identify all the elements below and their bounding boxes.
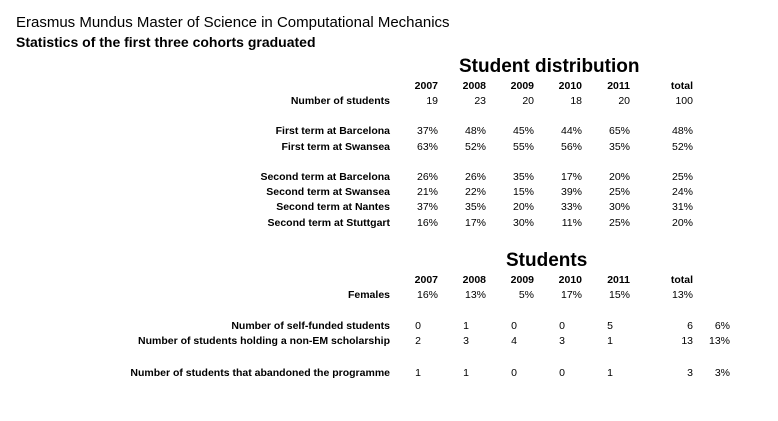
cell: 48% (464, 125, 486, 137)
cell: 1 (463, 367, 469, 379)
cell: 31% (671, 201, 693, 213)
cell-percent: 13% (708, 335, 730, 347)
cell: 63% (416, 141, 438, 153)
column-header: total (670, 274, 693, 286)
cell: 20 (618, 95, 630, 107)
row-label: Females (347, 289, 390, 301)
table-row (0, 335, 778, 350)
column-header: 2011 (607, 80, 630, 92)
cell: 0 (415, 320, 421, 332)
table-row (0, 320, 778, 335)
cell: 52% (464, 141, 486, 153)
cell: 13% (464, 289, 486, 301)
cell: 26% (464, 171, 486, 183)
table-row (0, 186, 778, 201)
column-header: total (670, 80, 693, 92)
cell: 35% (464, 201, 486, 213)
distribution-header-row (0, 80, 778, 95)
row-label: Second term at Stuttgart (267, 217, 390, 229)
row-label: Number of students that abandoned the programme (130, 367, 390, 379)
cell: 18 (570, 95, 582, 107)
table-row (0, 289, 778, 304)
column-header: 2010 (558, 274, 582, 286)
cell: 1 (607, 367, 613, 379)
cell: 15% (608, 289, 630, 301)
row-label: Second term at Nantes (276, 201, 390, 213)
cell: 1 (607, 335, 613, 347)
cell: 25% (608, 186, 630, 198)
table-row (0, 95, 778, 110)
cell: 0 (559, 367, 565, 379)
cell: 20% (608, 171, 630, 183)
column-header: 2009 (510, 274, 534, 286)
cell: 1 (415, 367, 421, 379)
column-header: 2009 (510, 80, 534, 92)
cell: 13% (671, 289, 693, 301)
table-row (0, 125, 778, 140)
column-header: 2008 (462, 274, 486, 286)
cell: 45% (512, 125, 534, 137)
cell: 26% (416, 171, 438, 183)
cell: 24% (671, 186, 693, 198)
cell: 16% (416, 217, 438, 229)
cell: 6 (687, 320, 693, 332)
cell: 25% (671, 171, 693, 183)
row-label: Number of students (290, 95, 390, 107)
cell: 100 (675, 95, 693, 107)
cell-percent: 6% (714, 320, 730, 332)
cell: 65% (608, 125, 630, 137)
column-header: 2007 (414, 274, 438, 286)
column-header: 2010 (558, 80, 582, 92)
cell: 17% (560, 171, 582, 183)
cell: 0 (511, 367, 517, 379)
cell: 25% (608, 217, 630, 229)
row-label: First term at Barcelona (275, 125, 390, 137)
students-header-row (0, 274, 778, 289)
cell: 0 (511, 320, 517, 332)
cell: 23 (474, 95, 486, 107)
document-title: Erasmus Mundus Master of Science in Computational Mechanics (16, 14, 450, 31)
cell: 3 (559, 335, 565, 347)
cell: 37% (416, 201, 438, 213)
cell: 11% (561, 217, 582, 229)
cell: 16% (416, 289, 438, 301)
cell: 55% (512, 141, 534, 153)
cell: 20% (671, 217, 693, 229)
cell: 48% (671, 125, 693, 137)
row-label: Second term at Swansea (266, 186, 390, 198)
column-header: 2008 (462, 80, 486, 92)
cell: 30% (512, 217, 534, 229)
cell: 30% (608, 201, 630, 213)
cell: 33% (560, 201, 582, 213)
cell: 13 (681, 335, 693, 347)
cell: 37% (416, 125, 438, 137)
students-title: Students (506, 250, 588, 271)
table-row (0, 367, 778, 382)
cell: 22% (464, 186, 486, 198)
cell: 39% (560, 186, 582, 198)
distribution-title: Student distribution (459, 56, 640, 77)
table-row (0, 201, 778, 216)
cell: 19 (426, 95, 438, 107)
table-row (0, 171, 778, 186)
cell: 20% (512, 201, 534, 213)
column-header: 2011 (607, 274, 630, 286)
cell: 3 (687, 367, 693, 379)
cell: 35% (512, 171, 534, 183)
document-subtitle: Statistics of the first three cohorts graduated (16, 34, 316, 50)
cell: 0 (559, 320, 565, 332)
cell: 2 (415, 335, 421, 347)
cell-percent: 3% (714, 367, 730, 379)
column-header: 2007 (414, 80, 438, 92)
cell: 56% (560, 141, 582, 153)
cell: 44% (560, 125, 582, 137)
cell: 52% (671, 141, 693, 153)
cell: 20 (522, 95, 534, 107)
cell: 35% (608, 141, 630, 153)
cell: 17% (560, 289, 582, 301)
cell: 17% (464, 217, 486, 229)
row-label: First term at Swansea (281, 141, 390, 153)
cell: 3 (463, 335, 469, 347)
cell: 5% (518, 289, 534, 301)
cell: 21% (416, 186, 438, 198)
table-row (0, 141, 778, 156)
row-label: Number of self-funded students (231, 320, 390, 332)
row-label: Number of students holding a non-EM scholarship (137, 335, 390, 347)
table-row (0, 217, 778, 232)
cell: 1 (463, 320, 469, 332)
cell: 15% (512, 186, 534, 198)
cell: 4 (511, 335, 517, 347)
cell: 5 (607, 320, 613, 332)
row-label: Second term at Barcelona (260, 171, 390, 183)
